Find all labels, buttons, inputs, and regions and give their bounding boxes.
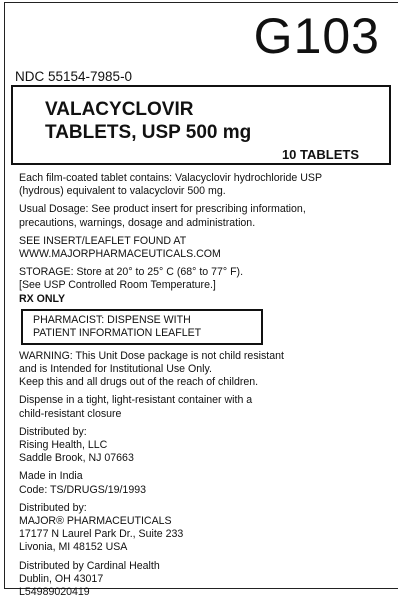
warning-text: WARNING: This Unit Dose package is not child resistant and is Intended for Institutional Use Only. Keep this and all drugs out of the reach of children. bbox=[19, 349, 284, 389]
product-name-box bbox=[11, 85, 391, 165]
product-strength: TABLETS, USP 500 mg bbox=[45, 122, 252, 143]
usual-dosage-text: Usual Dosage: See product insert for prescribing information, precautions, warnings, dosage and administration. bbox=[19, 203, 306, 229]
distributor-cardinal: Distributed by Cardinal Health Dublin, OH 43017 L54989020419 bbox=[19, 560, 391, 600]
dispense-text: Dispense in a tight, light-resistant container with a child-resistant closure bbox=[19, 394, 253, 420]
product-name: VALACYCLOVIR bbox=[45, 99, 194, 120]
label-body bbox=[19, 172, 391, 604]
distributor-rising: Distributed by: Rising Health, LLC Saddle Brook, NJ 07663 bbox=[19, 425, 134, 465]
distributor-major: Distributed by: MAJOR® PHARMACEUTICALS 17177 N Laurel Park Dr., Suite 233 Livonia, MI 48152 USA bbox=[19, 501, 184, 554]
drug-label bbox=[4, 2, 398, 599]
lot-code: L54989020419 bbox=[19, 586, 90, 599]
rx-only: RX ONLY bbox=[19, 292, 66, 305]
package-code: G103 bbox=[253, 8, 380, 64]
manufacture-origin: Made in India Code: TS/DRUGS/19/1993 bbox=[19, 470, 146, 496]
pharmacist-box: PHARMACIST: DISPENSE WITH PATIENT INFORMATION LEAFLET bbox=[21, 309, 263, 345]
ndc-number: NDC 55154-7985-0 bbox=[15, 69, 133, 84]
tablet-count: 10 TABLETS bbox=[281, 147, 359, 162]
composition-text: Each film-coated tablet contains: Valacyclovir hydrochloride USP (hydrous) equivalent to valacyclovir 500 mg. bbox=[19, 172, 323, 198]
storage-text: STORAGE: Store at 20° to 25° C (68° to 77° F). [See USP Controlled Room Temperature.] RX ONLY bbox=[19, 266, 391, 306]
insert-text: SEE INSERT/LEAFLET FOUND AT WWW.MAJORPHARMACEUTICALS.COM bbox=[19, 234, 221, 261]
